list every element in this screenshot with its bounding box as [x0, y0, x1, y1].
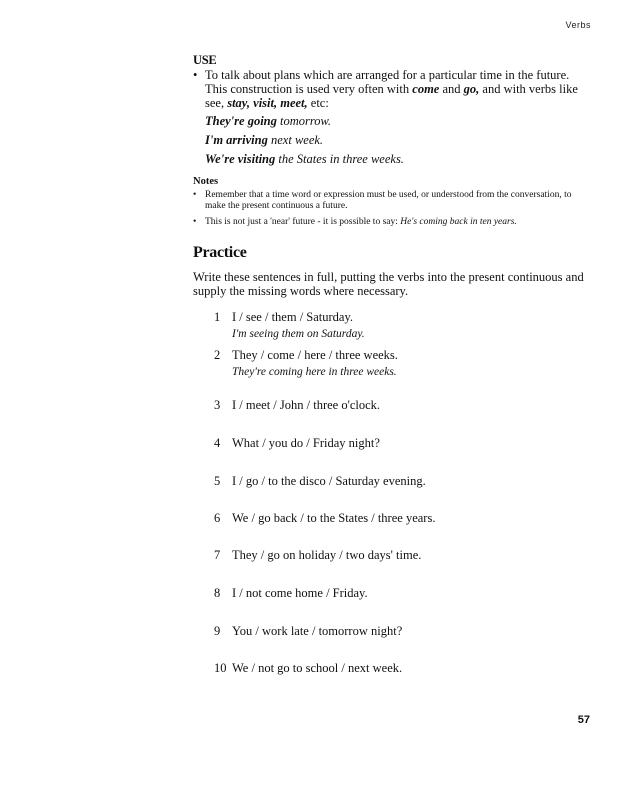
note-item-1: • Remember that a time word or expression must be used, or understood from the conversation, to make the present continuous a future. [193, 190, 572, 211]
use-bullet [193, 68, 593, 110]
practice-answer-1: I'm seeing them on Saturday. [232, 328, 365, 340]
bullet-icon: • [193, 68, 198, 82]
practice-item-8: 8 I / not come home / Friday. [214, 586, 368, 600]
practice-answer-2: They're coming here in three weeks. [232, 366, 397, 378]
practice-item-9: 9 You / work late / tomorrow night? [214, 624, 403, 638]
practice-item-7: 7 They / go on holiday / two days' time. [214, 548, 422, 562]
practice-item-5: 5 I / go / to the disco / Saturday evening. [214, 474, 426, 488]
use-heading: USE [193, 53, 217, 67]
bullet-icon: • [193, 217, 197, 227]
use-example-2: I'm arriving next week. [205, 133, 324, 147]
use-example-1: They're going tomorrow. [205, 114, 332, 128]
running-header: Verbs [565, 20, 591, 30]
use-example-3: We're visiting the States in three weeks. [205, 152, 404, 166]
practice-item-4: 4 What / you do / Friday night? [214, 436, 380, 450]
note-item-2: • This is not just a 'near' future - it is possible to say: He's coming back in ten years. [193, 217, 517, 227]
page-number: 57 [577, 714, 590, 726]
use-bullet-text: To talk about plans which are arranged for a particular time in the future. This construction is used very often with come and go, and with verbs like see, stay, visit, meet, etc: [205, 68, 578, 110]
bullet-icon: • [193, 190, 197, 200]
practice-instructions: Write these sentences in full, putting the verbs into the present continuous and supply the missing words where necessary. [193, 270, 584, 298]
practice-item-2: 2 They / come / here / three weeks. [214, 348, 398, 362]
notes-heading: Notes [193, 176, 219, 187]
practice-item-6: 6 We / go back / to the States / three years. [214, 511, 436, 525]
practice-heading: Practice [193, 244, 247, 261]
practice-item-3: 3 I / meet / John / three o'clock. [214, 398, 381, 412]
practice-item-1: 1 I / see / them / Saturday. [214, 310, 354, 324]
practice-item-10: 10 We / not go to school / next week. [214, 661, 403, 675]
